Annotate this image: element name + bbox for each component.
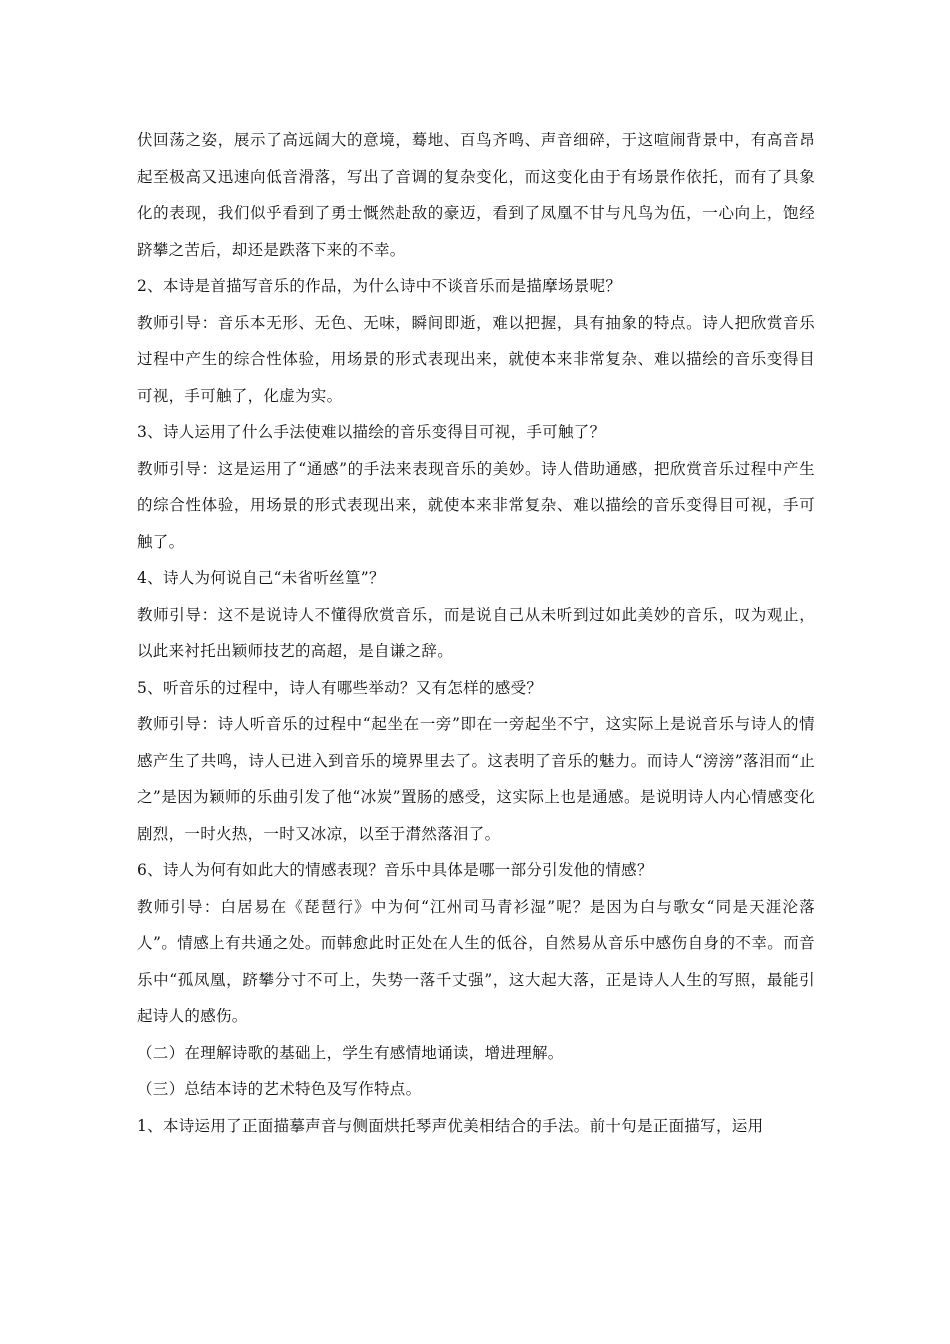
answer-2: 教师引导：音乐本无形、无色、无味，瞬间即逝，难以把握，具有抽象的特点。诗人把欣赏音乐过程中产生的综合性体验，用场景的形式表现出来，就使本来非常复杂、难以描绘的音乐变得目可视，手可触了，化虚为实。: [137, 313, 815, 405]
paragraph-analysis-continued: 伏回荡之姿，展示了高远阔大的意境，蓦地、百鸟齐鸣、声音细碎，于这喧闹背景中，有高音昂起至极高又迅速向低音滑落，写出了音调的复杂变化，而这变化由于有场景作依托，而有了具象化的表现，我们似乎看到了勇士慨然赴敌的豪迈，看到了凤凰不甘与凡鸟为伍，一心向上，饱经跻攀之苦后，却还是跌落下来的不幸。: [137, 131, 815, 259]
answer-6: 教师引导：白居易在《琵琶行》中为何“江州司马青衫湿”呢？是因为白与歌女“同是天涯沦落人”。情感上有共通之处。而韩愈此时正处在人生的低谷，自然易从音乐中感伤自身的不幸。而音乐中“孤凤凰，跻攀分寸不可上，失势一落千丈强”，这大起大落，正是诗人人生的写照，最能引起诗人的感伤。: [137, 897, 815, 1025]
document-body: [137, 122, 815, 1144]
feature-1-paragraph: 1、本诗运用了正面描摹声音与侧面烘托琴声优美相结合的手法。前十句是正面描写，运用: [137, 1116, 764, 1135]
answer-3: 教师引导：这是运用了“通感”的手法来表现音乐的美妙。诗人借助通感，把欣赏音乐过程中产生的综合性体验，用场景的形式表现出来，就使本来非常复杂、难以描绘的音乐变得目可视，手可触了。: [137, 459, 815, 551]
section-3-heading: （三）总结本诗的艺术特色及写作特点。: [137, 1080, 422, 1098]
answer-5: 教师引导：诗人听音乐的过程中“起坐在一旁”即在一旁起坐不宁，这实际上是说音乐与诗人的情感产生了共鸣，诗人已进入到音乐的境界里去了。这表明了音乐的魅力。而诗人“滂滂”落泪而“止之”是因为颖师的乐曲引发了他“冰炭”置肠的感受，这实际上也是通感。是说明诗人内心情感变化剧烈，一时火热，一时又冰凉，以至于潸然落泪了。: [137, 715, 815, 843]
question-6: 6、诗人为何有如此大的情感表现？音乐中具体是哪一部分引发他的情感？: [137, 861, 653, 879]
section-2-heading: （二）在理解诗歌的基础上，学生有感情地诵读，增进理解。: [137, 1043, 564, 1062]
question-5: 5、听音乐的过程中，诗人有哪些举动？又有怎样的感受？: [137, 678, 543, 697]
question-2: 2、本诗是首描写音乐的作品，为什么诗中不谈音乐而是描摩场景呢？: [137, 277, 622, 295]
question-3: 3、诗人运用了什么手法使难以描绘的音乐变得目可视，手可触了？: [137, 423, 606, 441]
question-4: 4、诗人为何说自己“未省听丝篁”？: [137, 569, 385, 587]
answer-4: 教师引导：这不是说诗人不懂得欣赏音乐，而是说自己从未听到过如此美妙的音乐，叹为观止，以此来衬托出颖师技艺的高超，是自谦之辞。: [137, 605, 815, 660]
